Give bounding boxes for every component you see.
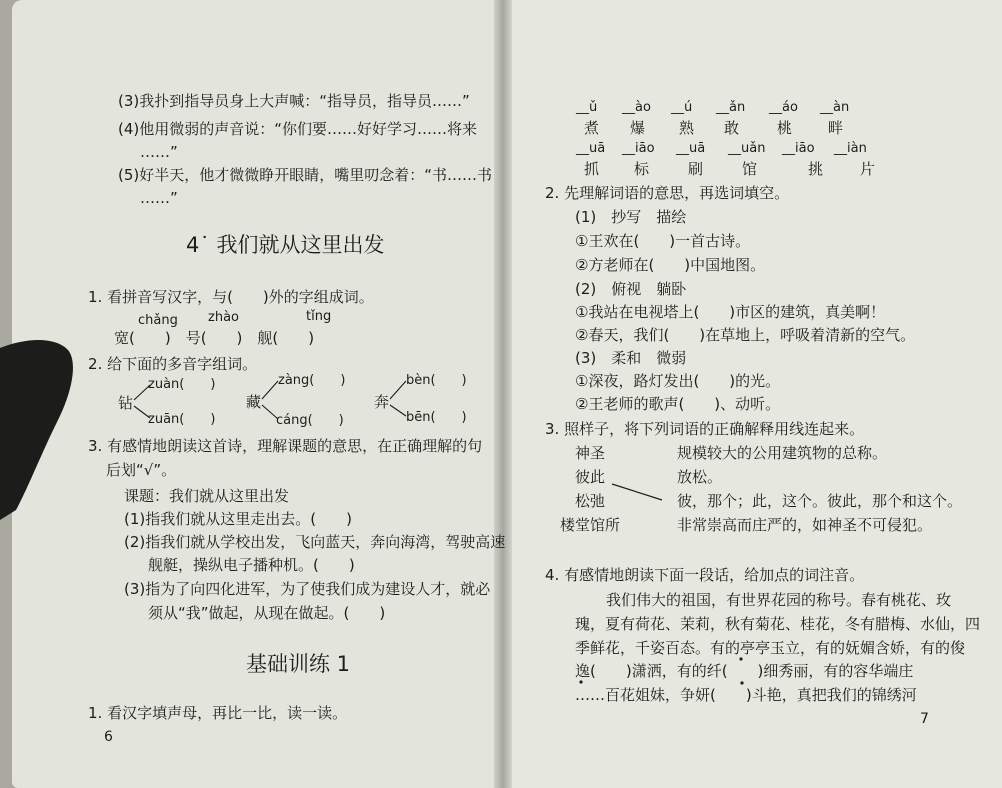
initial-blank: __ú <box>671 100 693 115</box>
match-definition: 非常崇高而庄严的，如神圣不可侵犯。 <box>677 516 933 534</box>
paragraph-line: 我们伟大的祖国，有世界花园的称号。春有桃花、玫 <box>606 591 952 609</box>
word-group: (3) 柔和 微弱 <box>575 349 687 367</box>
page-number: 7 <box>920 711 929 727</box>
initial-blank: __uā <box>576 141 606 156</box>
fill-sentence: ②春天，我们( )在草地上，呼吸着清新的空气。 <box>575 326 916 344</box>
option: (2)指我们就从学校出发，飞向蓝天，奔向海湾，驾驶高速 <box>124 533 506 551</box>
initial-blank: __ǎn <box>716 100 746 115</box>
lesson-title: 4˙ 我们就从这里出发 <box>186 233 385 257</box>
pinyin: tǐng <box>306 309 332 324</box>
option: 须从“我”做起，从现在做起。( ) <box>148 604 386 622</box>
section-title: 基础训练 1 <box>246 652 351 676</box>
fill-sentence: ②王老师的歌声( )、动听。 <box>575 395 781 413</box>
match-word: 松弛 <box>575 492 606 510</box>
match-definition: 彼，那个；此，这个。彼此，那个和这个。 <box>677 492 963 510</box>
hanzi: 刷 <box>688 160 704 178</box>
word-group: (2) 俯视 躺卧 <box>575 280 687 298</box>
match-word: 楼堂馆所 <box>560 516 621 534</box>
fill-row: 宽( ) 号( ) 舰( ) <box>114 329 315 347</box>
match-definition: 规模较大的公用建筑物的总称。 <box>677 444 888 462</box>
text-line: (5)好半天，他才微微睁开眼睛，嘴里叨念着：“书……书 <box>118 166 493 184</box>
match-word: 神圣 <box>575 444 606 462</box>
hanzi: 标 <box>634 160 650 178</box>
fill-sentence: ①深夜，路灯发出( )的光。 <box>575 372 781 390</box>
basic-question-1: 1. 看汉字填声母，再比一比，读一读。 <box>88 704 348 722</box>
question-1-prompt: 1. 看拼音写汉字，与( )外的字组成词。 <box>88 288 374 306</box>
text-line: (3)我扑到指导员身上大声喊：“指导员，指导员……” <box>118 92 470 110</box>
hanzi: 煮 <box>584 119 600 137</box>
hanzi: 抓 <box>584 160 600 178</box>
hanzi: 馆 <box>742 160 758 178</box>
question-3-prompt: 3. 有感情地朗读这首诗，理解课题的意思，在正确理解的句 <box>88 437 483 455</box>
polyphone-reading: zuàn( ) <box>148 377 216 392</box>
paragraph-line: ……百花姐妹，争妍( )斗艳，真把我们的锦绣河 <box>575 686 917 704</box>
hanzi: 熟 <box>679 119 695 137</box>
option: (1)指我们就从这里走出去。( ) <box>124 510 352 528</box>
question-2-prompt: 2. 给下面的多音字组词。 <box>88 355 258 373</box>
fill-sentence: ①我站在电视塔上( )市区的建筑，真美啊！ <box>575 303 886 321</box>
polyphone-char: 奔 <box>374 393 390 411</box>
question-2-prompt: 2. 先理解词语的意思，再选词填空。 <box>545 184 790 202</box>
text-line: ……” <box>140 143 178 161</box>
polyphone-reading: bēn( ) <box>406 410 467 425</box>
match-word: 彼此 <box>575 468 606 486</box>
text-line: ……” <box>140 189 178 207</box>
word-group: (1) 抄写 描绘 <box>575 208 687 226</box>
hanzi: 敢 <box>724 119 740 137</box>
fill-sentence: ②方老师在( )中国地图。 <box>575 256 766 274</box>
match-definition: 放松。 <box>677 468 723 486</box>
polyphone-reading: zàng( ) <box>278 373 346 388</box>
question-3-prompt: 3. 照样子，将下列词语的正确解释用线连起来。 <box>545 420 865 438</box>
initial-blank: __àn <box>820 100 850 115</box>
hanzi: 爆 <box>630 119 646 137</box>
fill-sentence: ①王欢在( )一首古诗。 <box>575 232 751 250</box>
option: (3)指为了向四化进军，为了使我们成为建设人才，就必 <box>124 580 491 598</box>
initial-blank: __iāo <box>782 141 815 156</box>
initial-blank: __iāo <box>622 141 655 156</box>
initial-blank: __iàn <box>834 141 867 156</box>
text-line: (4)他用微弱的声音说：“你们要……好好学习……将来 <box>118 120 478 138</box>
question-4-prompt: 4. 有感情地朗读下面一段话，给加点的词注音。 <box>545 566 865 584</box>
polyphone-reading: zuān( ) <box>148 412 216 427</box>
pinyin: zhào <box>208 310 239 325</box>
paragraph-line: 季鲜花，千姿百态。有的亭亭玉立，有的妩媚含娇，有的俊 <box>575 639 966 657</box>
paragraph-line: 瑰，夏有荷花、茉莉，秋有菊花、桂花，冬有腊梅、水仙，四 <box>575 615 981 633</box>
polyphone-char: 钻 <box>118 394 134 412</box>
hanzi: 桃 <box>777 119 793 137</box>
hanzi: 挑 <box>808 160 824 178</box>
question-3-prompt: 后划“√”。 <box>106 461 177 479</box>
initial-blank: __ào <box>622 100 651 115</box>
initial-blank: __áo <box>769 100 798 115</box>
hanzi: 畔 <box>828 119 844 137</box>
paragraph-line: 逸( )潇洒，有的纤( )细秀丽，有的容华端庄 <box>575 662 914 680</box>
topic-line: 课题：我们就从这里出发 <box>124 487 290 505</box>
initial-blank: __uǎn <box>728 141 766 156</box>
page-number: 6 <box>104 729 113 745</box>
polyphone-reading: bèn( ) <box>406 373 467 388</box>
initial-blank: __uā <box>676 141 706 156</box>
polyphone-char: 藏 <box>246 393 262 411</box>
polyphone-reading: cáng( ) <box>276 413 344 428</box>
option: 舰艇，操纵电子播种机。( ) <box>148 556 355 574</box>
pinyin: chǎng <box>138 313 178 328</box>
hanzi: 片 <box>860 160 876 178</box>
initial-blank: __ǔ <box>576 100 598 115</box>
